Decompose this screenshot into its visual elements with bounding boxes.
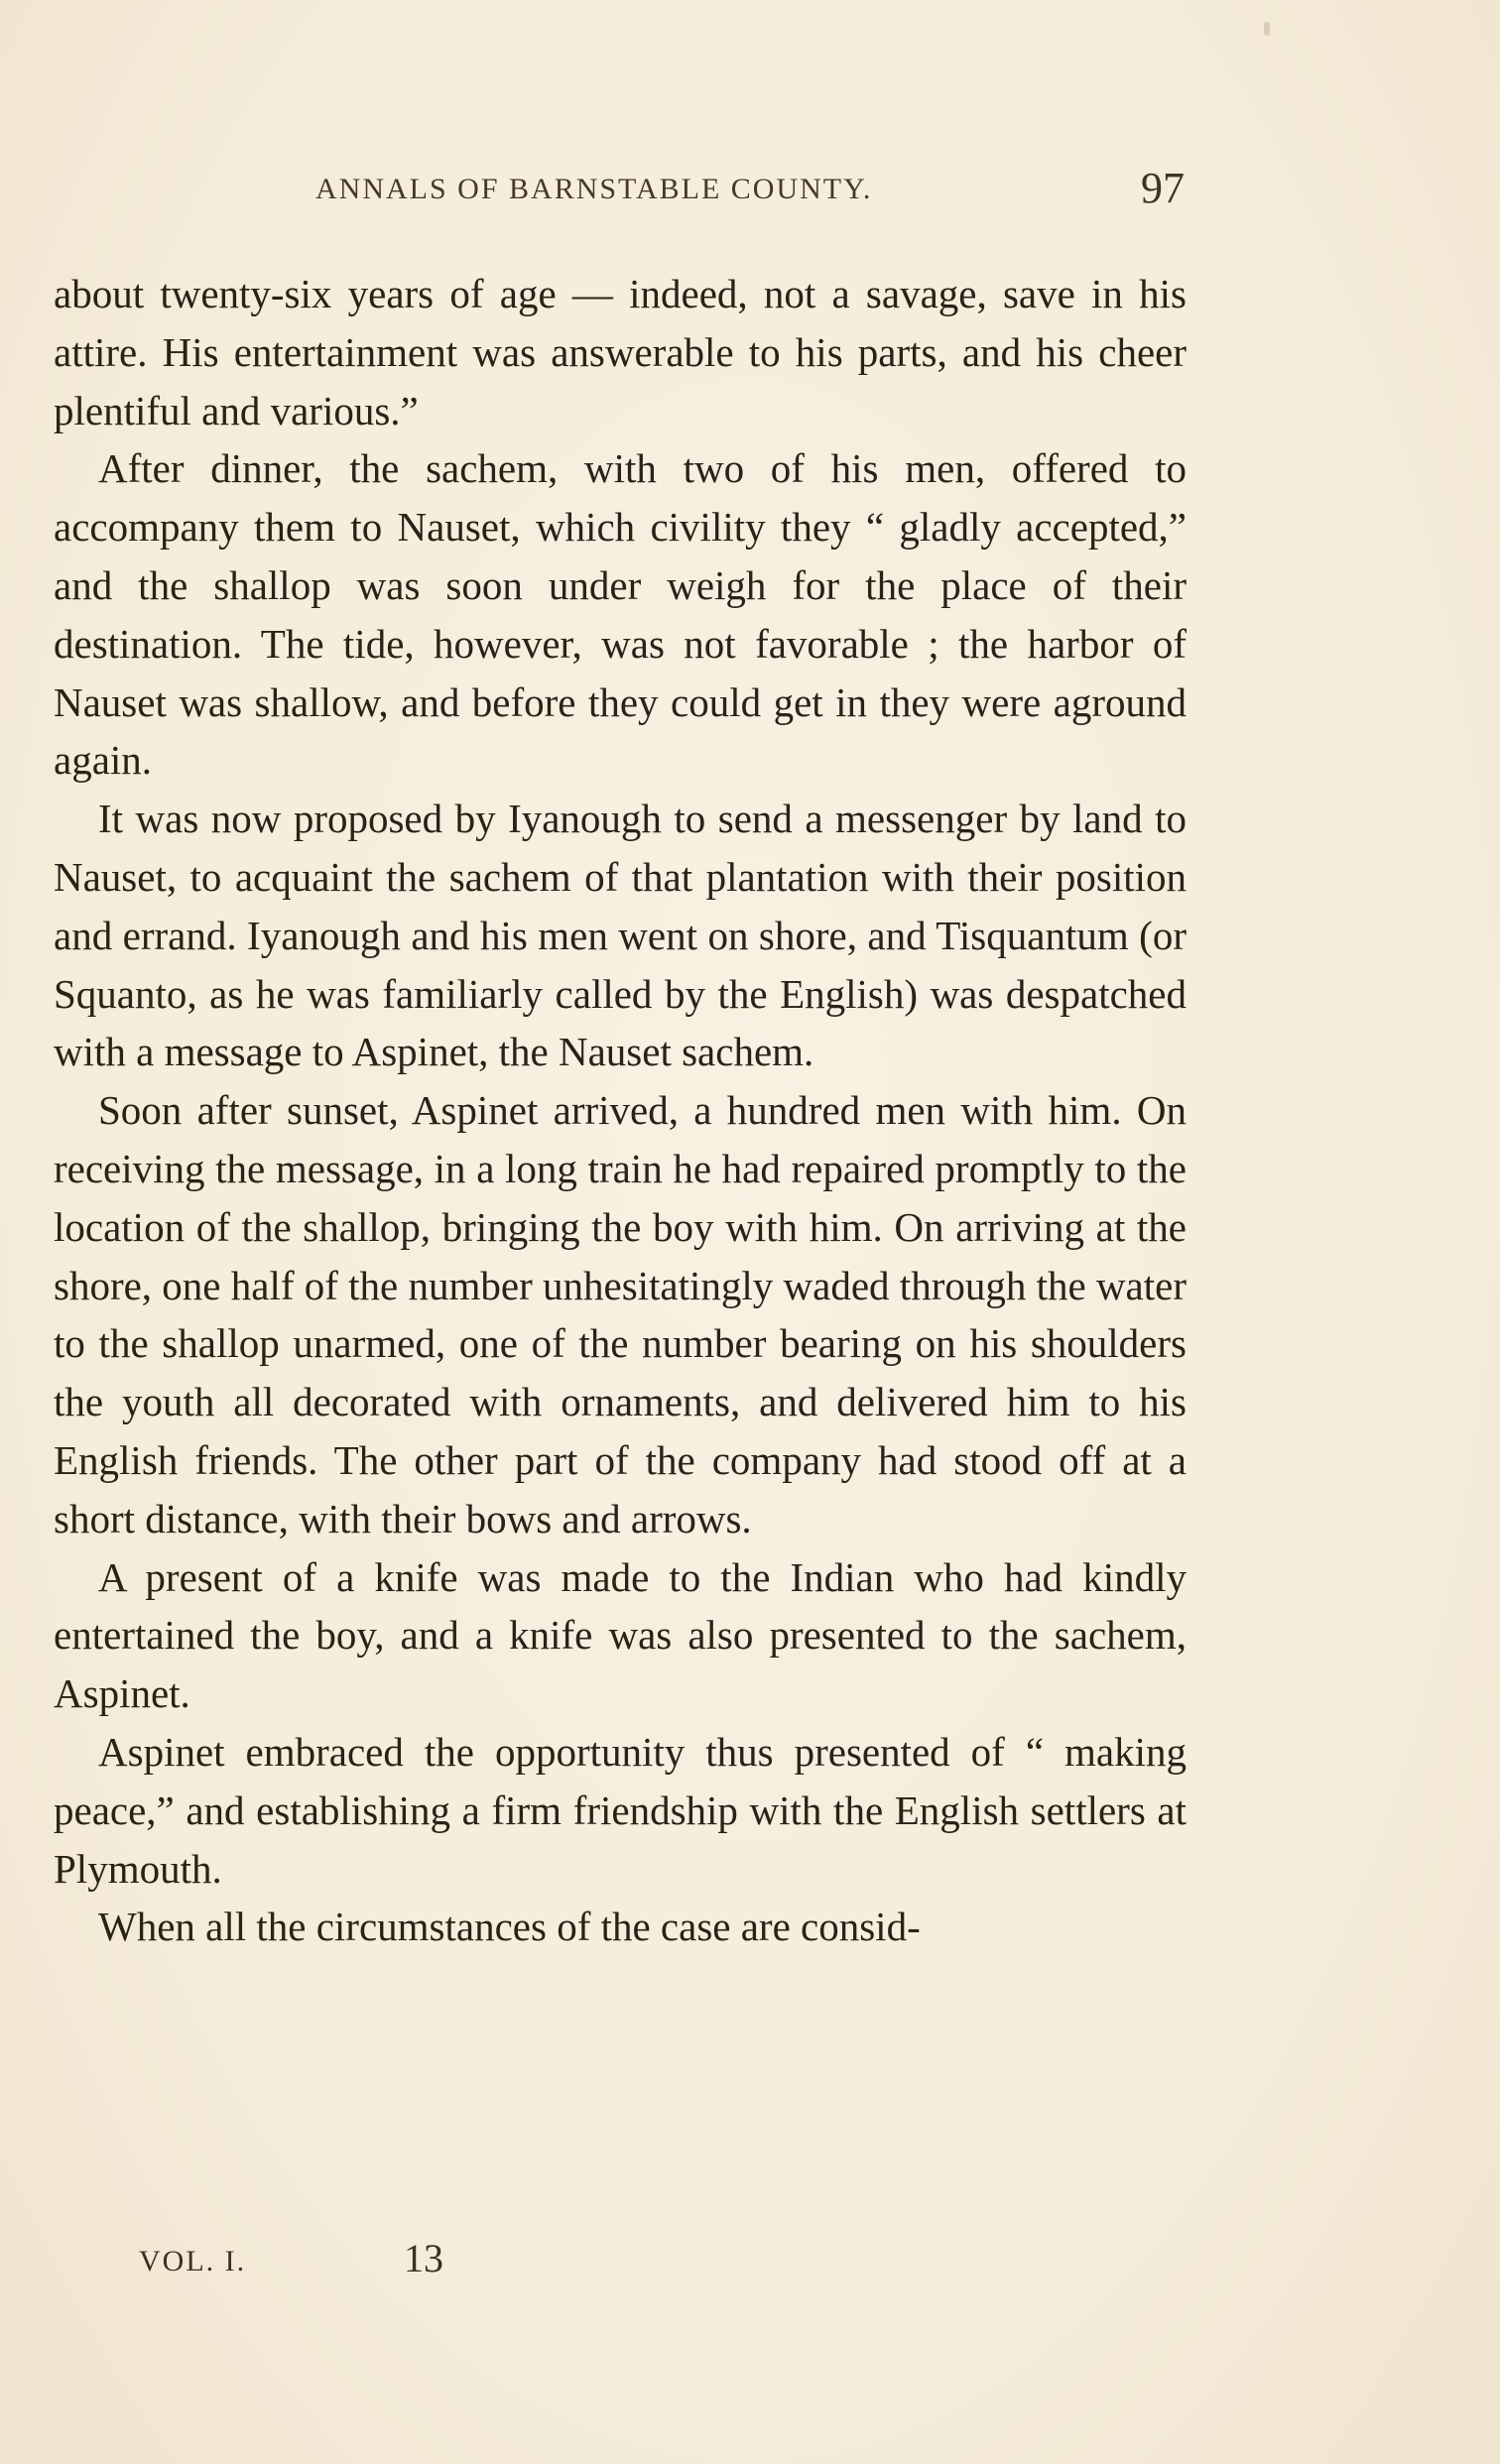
page-footer: [139, 2233, 536, 2282]
paragraph-after-dinner: After dinner, the sachem, with two of his men, offered to accompany them to Nauset, which civility they “ gladly accepted,” and the shallop was soon under weigh for the place of their destination. The tide, however, was not favorable ; the harbor of Nauset was shallow, and before they could get in they were aground again.: [54, 445, 1187, 784]
page-header: [315, 163, 1190, 212]
body-text: [54, 265, 1187, 1956]
signature-mark: 13: [404, 2236, 443, 2280]
volume-label: VOL. I.: [139, 2245, 247, 2278]
paper-speck: [1264, 22, 1270, 36]
paragraph-knife-present: A present of a knife was made to the Indian who had kindly entertained the boy, and a knife was also presented to the sachem, Aspinet.: [54, 1553, 1187, 1717]
paragraph-aspinet-arrival: Soon after sunset, Aspinet arrived, a hundred men with him. On receiving the message, in a long train he had repaired promptly to the location of the shallop, bringing the boy with him. On arriving at the shore, one half of the number unhesitatingly waded through the water to the shallop unarmed, one of the number bearing on his shoulders the youth all decorated with ornaments, and delivered him to his English friends. The other part of the company had stood off at a short distance, with their bows and arrows.: [54, 1087, 1187, 1541]
paragraph-messenger: It was now proposed by Iyanough to send a messenger by land to Nauset, to acquaint the sachem of that plantation with their position and errand. Iyanough and his men went on shore, and Tisquantum (or Squanto, as he was familiarly called by the English) was despatched with a message to Aspinet, the Nauset sachem.: [54, 796, 1187, 1075]
page-number: 97: [1141, 164, 1185, 212]
paragraph-circumstances: When all the circumstances of the case are consid-: [98, 1904, 921, 1950]
paragraph-making-peace: Aspinet embraced the opportunity thus presented of “ making peace,” and establishing a firm friendship with the English settlers at Plymouth.: [54, 1728, 1187, 1892]
running-head: ANNALS OF BARNSTABLE COUNTY.: [315, 173, 873, 205]
paragraph-continuation: about twenty-six years of age — indeed, not a savage, save in his attire. His entertainment was answerable to his parts, and his cheer plentiful and various.”: [54, 271, 1187, 433]
